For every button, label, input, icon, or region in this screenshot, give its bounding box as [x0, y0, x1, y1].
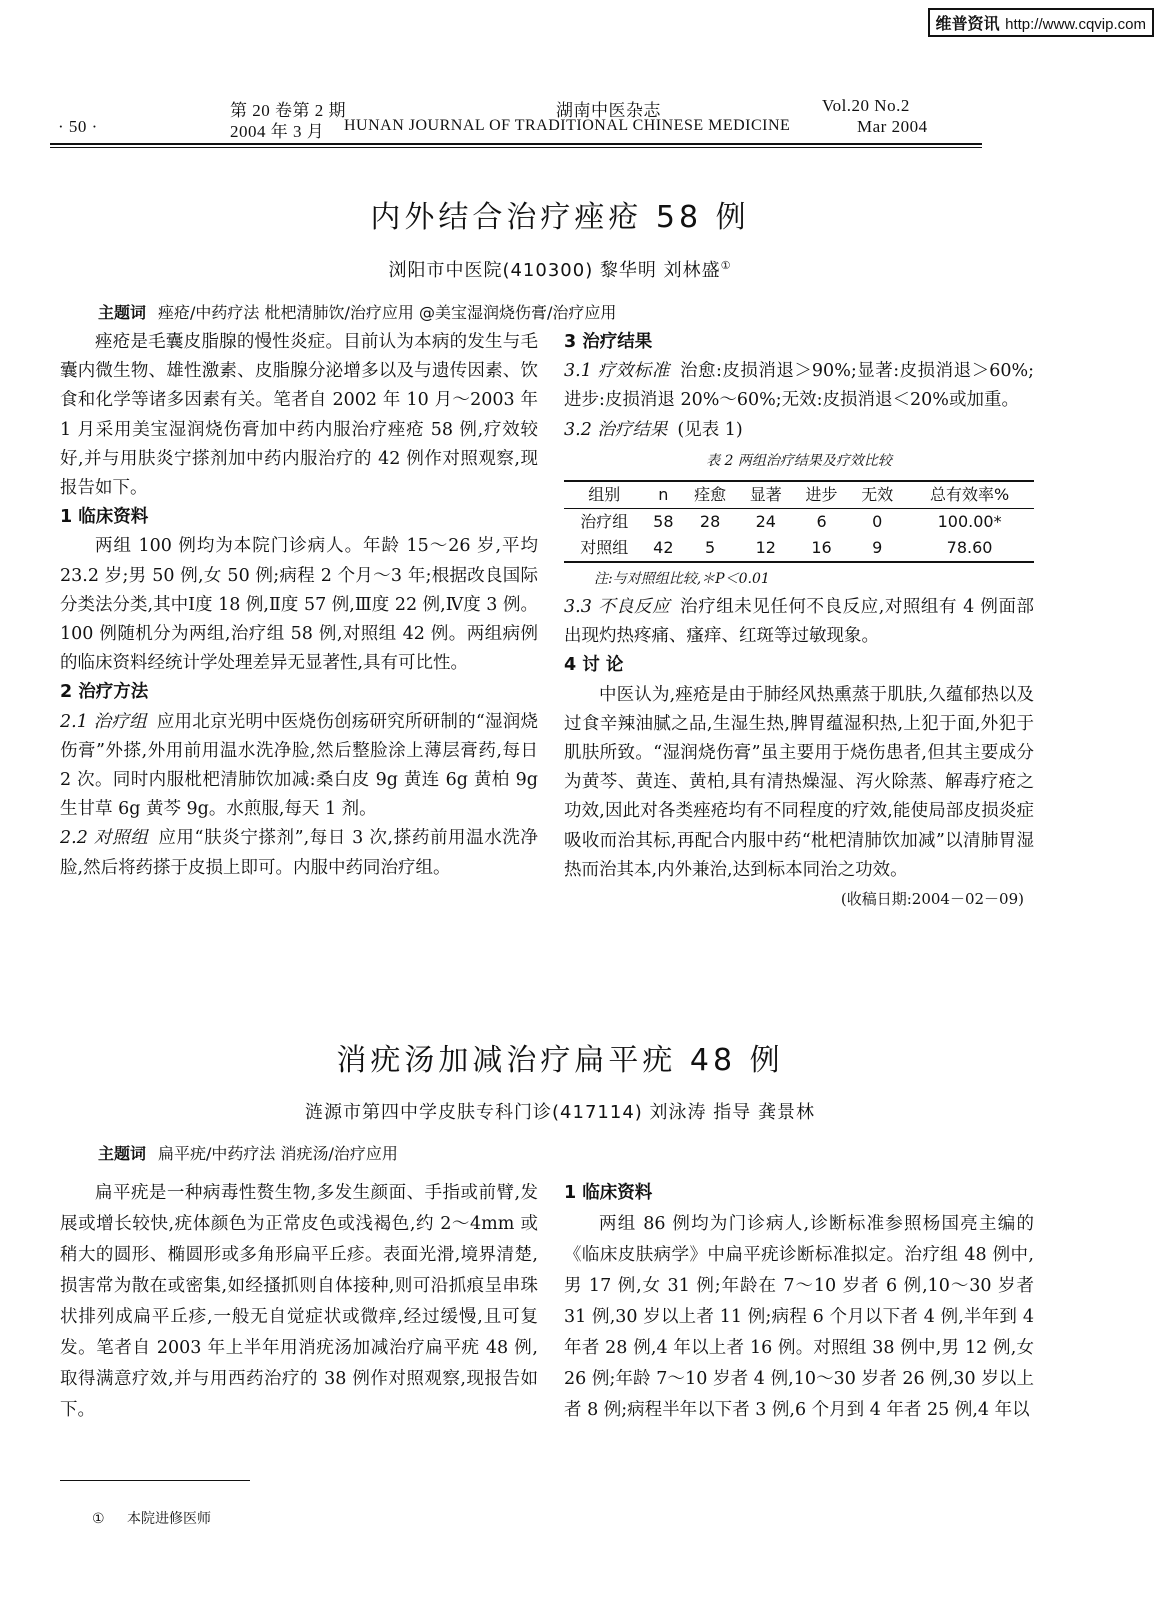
table-cell: 78.60 [946, 538, 993, 558]
footnote-text: 本院进修医师 [127, 1511, 212, 1527]
table-cell: 治疗组 [580, 512, 629, 532]
article1-sec2-2-label: 2.2 对照组 [60, 828, 149, 849]
header-rule [50, 143, 982, 145]
footnote-rule [60, 1480, 250, 1481]
article1-received-date: (收稿日期:2004－02－09) [840, 890, 1024, 909]
table-cell: 58 [653, 512, 674, 532]
table-cell: 对照组 [580, 538, 629, 558]
article1-sec3-1 [564, 357, 1034, 415]
article2-keywords-text: 扁平疣/中药疗法 消疣汤/治疗应用 [158, 1144, 398, 1163]
article1-affiliation-text: 浏阳市中医院(410300) 黎华明 刘林盛 [388, 260, 721, 281]
article1-sec1-text: 两组 100 例均为本院门诊病人。年龄 15～26 岁,平均 23.2 岁;男 50 例,女 50 例;病程 2 个月～3 年;根据改良国际分类法分类,其中Ⅰ度 18 例,Ⅱ度 57 例,Ⅲ度 22 例,Ⅳ度 3 例。100 例随机分为两组,治疗组 58 例,对照组 42 例。两组病例的临床资料经统计学处理差异无显著性,具有可比性。 [60, 536, 538, 674]
article1-sec1-heading: 1 临床资料 [60, 507, 149, 528]
article1-sec3-2-label: 3.2 治疗结果 [564, 419, 668, 440]
header-date-en: Mar 2004 [857, 117, 928, 136]
article1-sec2-2-text: 应用“肤炎宁搽剂”,每日 3 次,搽药前用温水洗净脸,然后将药搽于皮损上即可。内服中药同治疗组。 [60, 828, 538, 878]
header-journal-cn: 湖南中医杂志 [556, 101, 661, 120]
table-header-cell: 显著 [749, 485, 782, 505]
article2-keywords-label: 主题词 [98, 1144, 147, 1163]
article1-keywords-label: 主题词 [98, 303, 147, 322]
article1-sec3-3-label: 3.3 不良反应 [564, 597, 671, 618]
article1-sec3-3-text: 治疗组未见任何不良反应,对照组有 4 例面部出现灼热疼痛、瘙痒、红斑等过敏现象。 [564, 597, 1034, 647]
article1-keywords-text: 痤疮/中药疗法 枇杷清肺饮/治疗应用 @美宝湿润烧伤膏/治疗应用 [158, 303, 617, 322]
table-header-cell: 总有效率% [929, 485, 1010, 505]
table-header-cell: 进步 [805, 485, 838, 505]
article1-sec2-1 [60, 708, 538, 825]
article1-sec2-2 [60, 824, 538, 882]
site-watermark [928, 8, 1154, 37]
article1-sec4-heading: 4 讨 论 [564, 655, 624, 676]
article2-sec1-text: 两组 86 例均为门诊病人,诊断标准参照杨国亮主编的《临床皮肤病学》中扁平疣诊断标准拟定。治疗组 48 例中,男 17 例,女 31 例;年龄在 7～10 岁者 6 例,10～30 岁者 31 例,30 岁以上者 11 例;病程 6 个月以下者 4 例,半年到 4 年者 28 例,4 年以上者 16 例。对照组 38 例中,男 12 例,女 26 例;年龄 7～10 岁者 4 例,10～30 岁者 26 例,30 岁以上者 8 例;病程半年以下者 3 例,6 个月到 4 年者 25 例,4 年以 [564, 1214, 1034, 1420]
article1-sec3-1-label: 3.1 疗效标准 [564, 361, 670, 382]
article1-sec3-2 [564, 416, 1034, 445]
watermark-url: http://www.cqvip.com [1005, 16, 1146, 33]
article1-sec2-heading: 2 治疗方法 [60, 682, 149, 703]
table-row [564, 535, 1034, 562]
header-date-cn: 2004 年 3 月 [230, 122, 325, 141]
header-volume-en: Vol.20 No.2 [822, 96, 910, 115]
table-cell: 6 [816, 512, 827, 532]
article2-title: 消疣汤加减治疗扁平疣 48 例 [336, 1043, 784, 1078]
article1-keywords [98, 300, 616, 323]
article2-right-column [564, 1178, 1034, 1426]
results-table-caption: 表 2 两组治疗结果及疗效比较 [706, 452, 892, 469]
header-volume-cn: 第 20 卷第 2 期 [230, 101, 346, 120]
article2-intro: 扁平疣是一种病毒性赘生物,多发生颜面、手指或前臂,发展或增长较快,疣体颜色为正常皮色或浅褐色,约 2～4mm 或稍大的圆形、椭圆形或多角形扁平丘疹。表面光滑,境界清楚,损害常为散在或密集,如经搔抓则自体接种,则可沿抓痕呈串珠状排列成扁平丘疹,一般无自觉症状或微痒,经过缓慢,且可复发。笔者自 2003 年上半年用消疣汤加减治疗扁平疣 48 例,取得满意疗效,并与用西药治疗的 38 例作对照观察,现报告如下。 [60, 1183, 538, 1420]
article1-sec2-1-label: 2.1 治疗组 [60, 711, 147, 732]
article1-title: 内外结合治疗痤疮 58 例 [370, 200, 750, 235]
table-cell: 12 [755, 538, 776, 558]
table-cell: 24 [755, 512, 776, 532]
article1-sec4-text: 中医认为,痤疮是由于肺经风热熏蒸于肌肤,久蕴郁热以及过食辛辣油腻之品,生湿生热,脾胃蕴湿积热,上犯于面,外犯于肌肤所致。“湿润烧伤膏”虽主要用于烧伤患者,但其主要成分为黄芩、黄连、黄柏,具有清热燥湿、泻火除蒸、解毒疗疮之功效,因此对各类痤疮均有不同程度的疗效,能使局部皮损炎症吸收而治其标,再配合内服中药“枇杷清肺饮加减”以清肺胃湿热而治其本,内外兼治,达到标本同治之功效。 [564, 684, 1034, 880]
table-header-cell: 组别 [588, 485, 621, 505]
article1-sec2-1-text: 应用北京光明中医烧伤创疡研究所研制的“湿润烧伤膏”外搽,外用前用温水洗净脸,然后整脸涂上薄层膏药,每日 2 次。同时内服枇杷清肺饮加减:桑白皮 9g 黄连 6g 黄柏 9g 生甘草 6g 黄芩 9g。水煎服,每天 1 剂。 [60, 711, 538, 820]
watermark-brand: 维普资讯 [935, 14, 1000, 33]
article1-affiliation-mark: ① [720, 259, 732, 272]
article1-intro: 痤疮是毛囊皮脂腺的慢性炎症。目前认为本病的发生与毛囊内微生物、雄性激素、皮脂腺分泌增多以及与遗传因素、饮食和化学等诸多因素有关。笔者自 2002 年 10 月～2003 年 1 月采用美宝湿润烧伤膏加中药内服治疗痤疮 58 例,疗效较好,并与用肤炎宁搽剂加中药内服治疗的 42 例作对照观察,现报告如下。 [60, 332, 538, 499]
table-cell: 9 [872, 538, 883, 558]
table-header-cell: n [658, 485, 669, 505]
article1-right-column [564, 328, 1034, 914]
table-cell: 42 [653, 538, 674, 558]
article2-left-column [60, 1178, 538, 1426]
table-row [564, 509, 1034, 536]
header-journal-en: HUNAN JOURNAL OF TRADITIONAL CHINESE MEDICINE [344, 117, 791, 134]
results-table-note: 注:与对照组比较,＊P＜0.01 [594, 571, 770, 588]
article2-affiliation: 涟源市第四中学皮肤专科门诊(417114) 刘泳涛 指导 龚景林 [305, 1102, 815, 1123]
article2-keywords [98, 1141, 398, 1164]
table-cell: 0 [872, 512, 883, 532]
article1-left-column [60, 328, 538, 883]
footnote-mark: ① [92, 1511, 105, 1527]
table-header-cell: 无效 [861, 485, 894, 505]
table-header-cell: 痊愈 [694, 485, 727, 505]
article1-sec3-2-text: (见表 1) [677, 419, 743, 440]
table-cell: 28 [699, 512, 721, 532]
header-page-number: · 50 · [58, 117, 98, 136]
article1-sec3-3 [564, 593, 1034, 651]
article1-sec3-heading: 3 治疗结果 [564, 332, 653, 352]
header-rule-thin [50, 147, 982, 148]
article1-sec3-1-text: 治愈:皮损消退＞90%;显著:皮损消退＞60%;进步:皮损消退 20%～60%;无效:皮损消退＜20%或加重。 [564, 361, 1034, 411]
article2-sec1-heading: 1 临床资料 [564, 1183, 653, 1203]
footnote [92, 1508, 211, 1528]
table-cell: 16 [811, 538, 832, 558]
table-cell: 100.00* [937, 512, 1002, 532]
results-table [564, 480, 1034, 563]
table-header-row [564, 481, 1034, 509]
article1-affiliation [0, 256, 1120, 282]
table-cell: 5 [704, 538, 716, 558]
